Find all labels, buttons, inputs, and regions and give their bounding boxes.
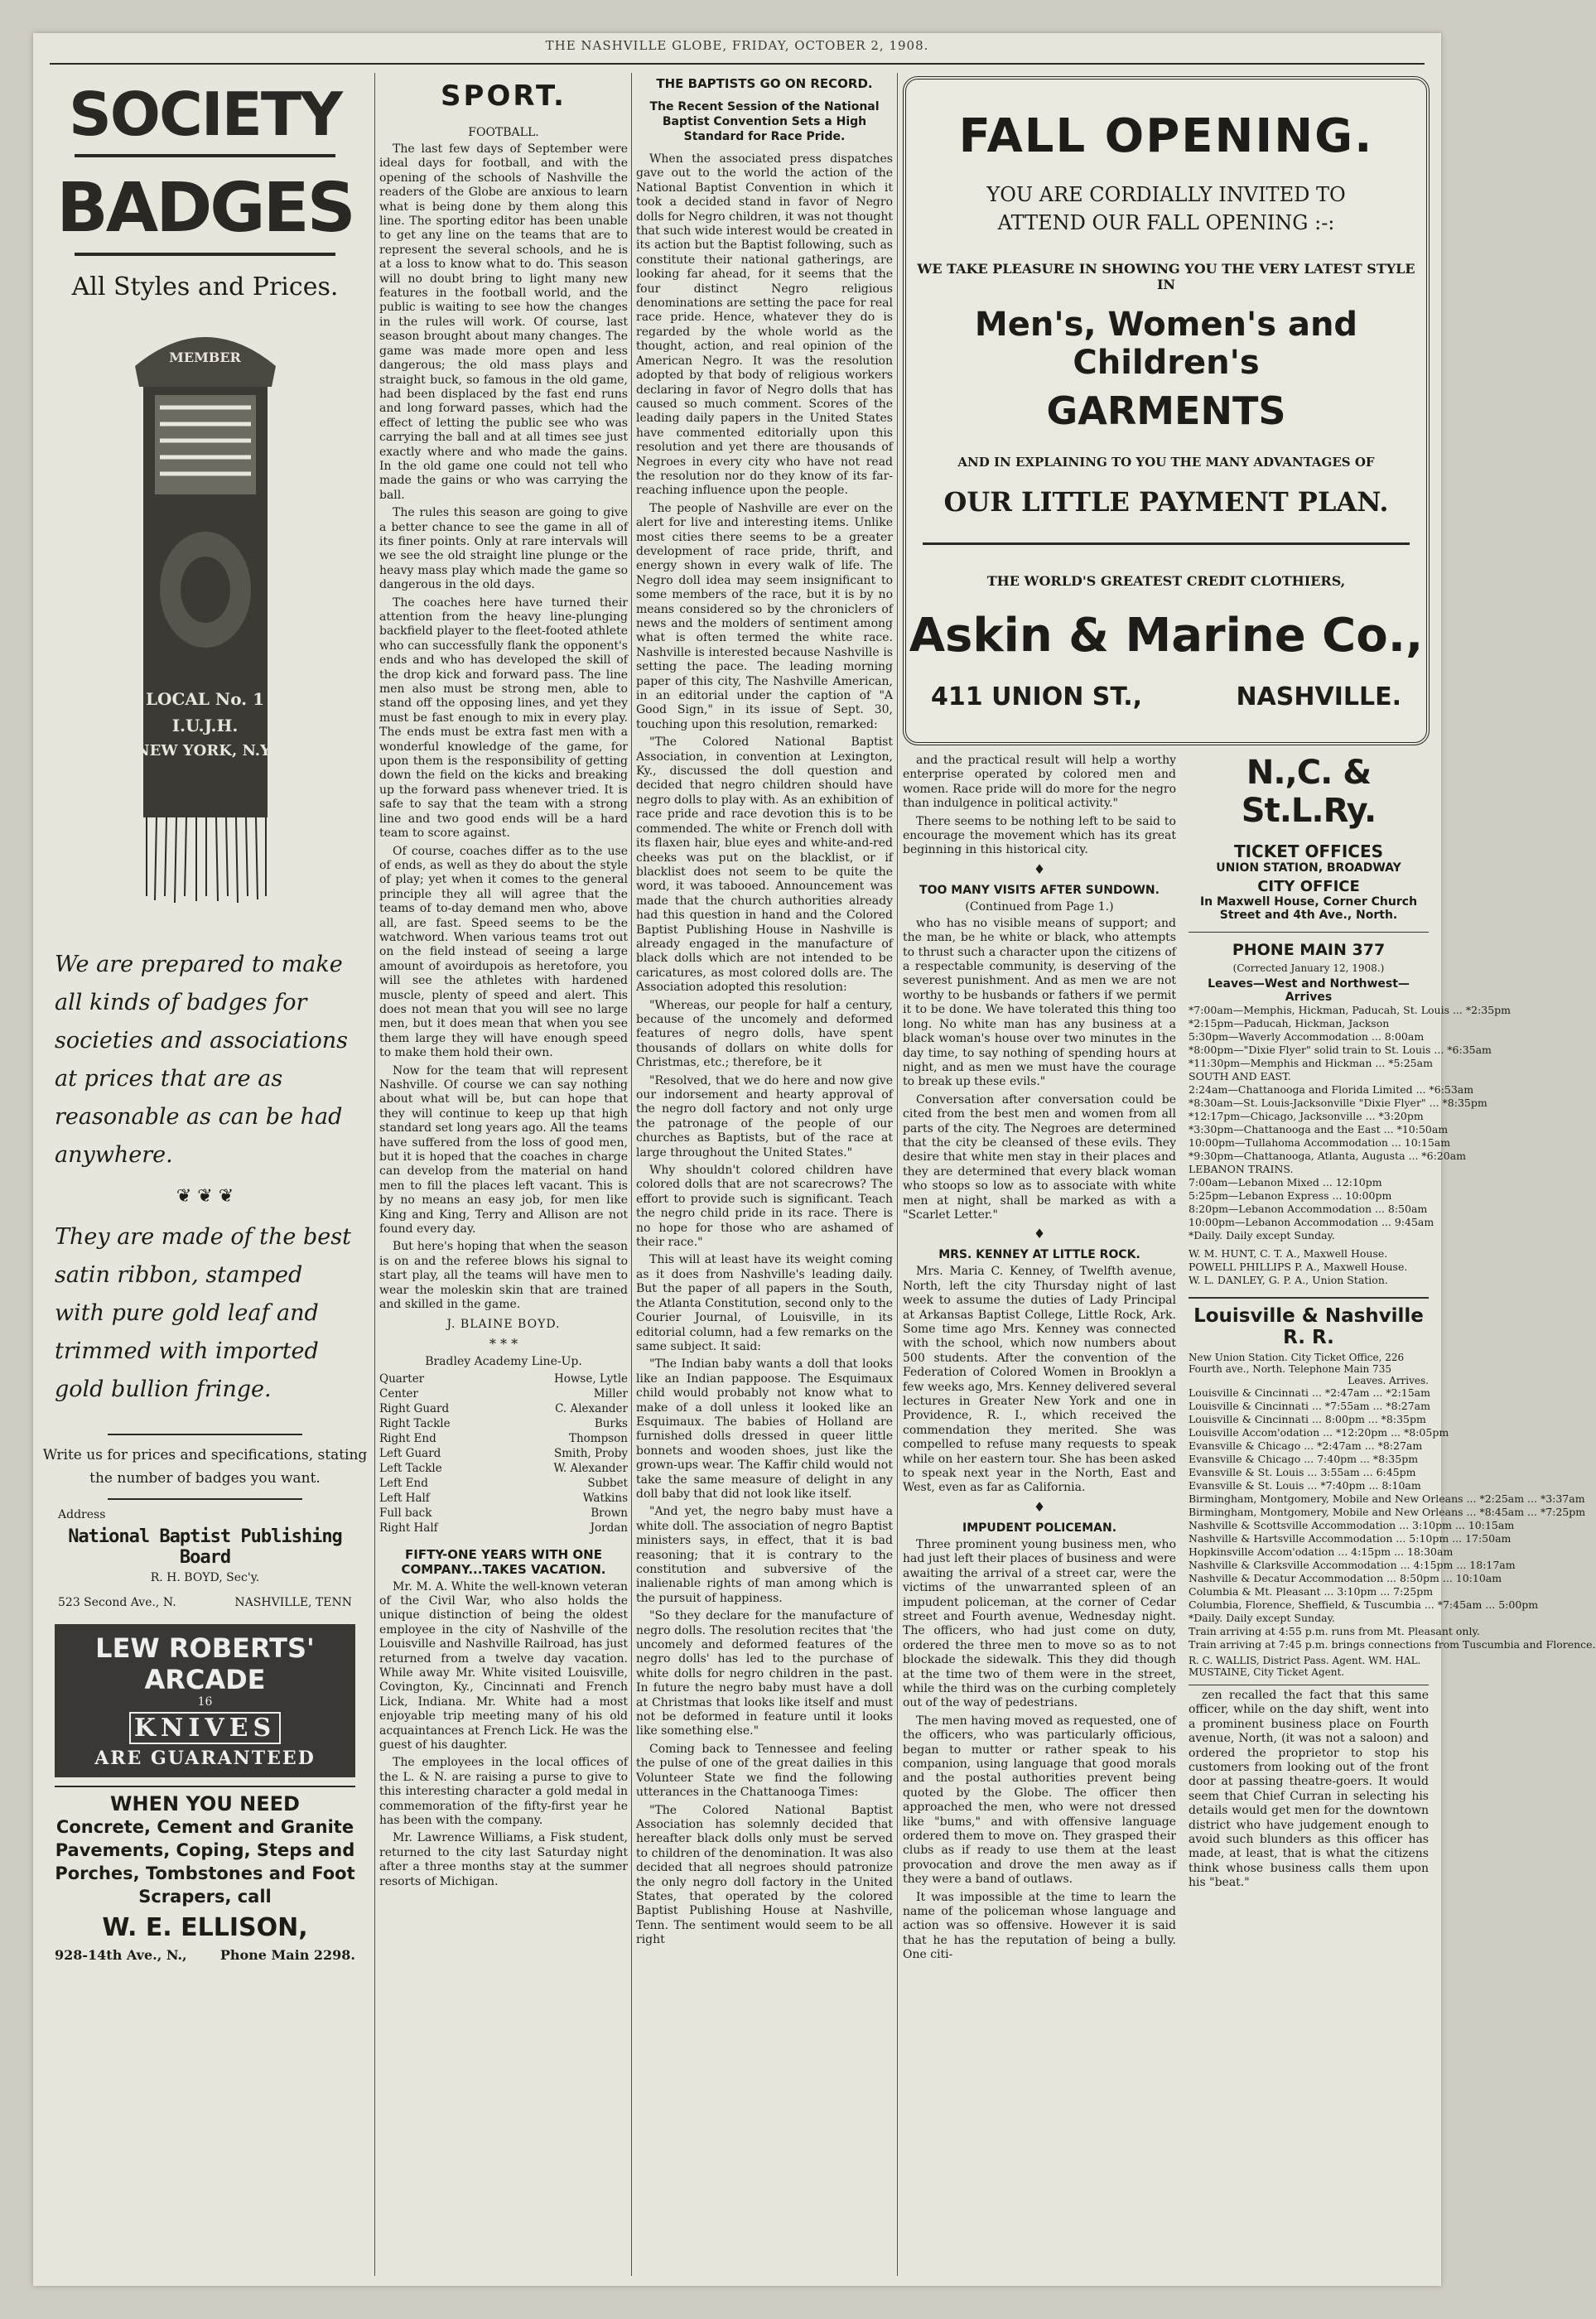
train-row: Nashville & Scottsville Accommodation ... 3:10pm ... 10:15am [1189,1519,1515,1531]
sport-paragraph: Now for the team that will represent Nashville. Of course we can say nothing about what will be, but can hope that they will continue to keep up that high standard set long years ago. All the teams have suffered from the loss of good men, but it is hoped that the coaches in charge can develop from the material on hand men to fill the places left vacant. This is by no means an easy job, for men like King and King, Terry and Allison are not found every day. [379,1063,628,1237]
company-address [41,1588,369,1618]
separator: ♦ [1033,1498,1046,1515]
lineup-row [379,1491,628,1506]
column-divider [897,73,898,2276]
lineup-player: Watkins [582,1491,628,1505]
train-row: *7:00am—Memphis, Hickman, Paducah, St. Louis ... *2:35pm [1189,1004,1512,1016]
lineup-row [379,1461,628,1476]
train-row: *Daily. Daily except Sunday. [1189,1612,1335,1624]
sport-byline: J. BLAINE BOYD. [446,1317,561,1331]
rule [75,253,335,256]
masthead: THE NASHVILLE GLOBE, FRIDAY, OCTOBER 2, 1908. [545,38,929,53]
train-row: Louisville & Cincinnati ... 8:00pm ... *8:35pm [1189,1413,1426,1425]
nc-agents [1189,1247,1429,1287]
train-row: Louisville & Cincinnati ... *7:55am ... *8:27am [1189,1400,1430,1412]
lineup-position: Left Guard [379,1446,441,1460]
maxwell-house: In Maxwell House, Corner Church Street and 4th Ave., North. [1199,895,1418,922]
ellison-address: 928-14th Ave., N., [55,1947,187,1963]
policeman-paragraph: The men having moved as requested, one of the officers, who was particularly officious, began to mutter or rather speak to his companion, using language that good morals and the postal authorities prevent being quoted by the Globe. The officer then approached the men, who were not dressed like "bums," and with offensive language ordered them to move on. They grasped their clubs as if ready to use them at the least provocation and drove the men away as if they were a band of outlaws. [903,1714,1176,1887]
column-divider [374,73,375,2276]
train-row: Columbia, Florence, Sheffield, & Tuscumbia ... *7:45am ... 5:00pm [1189,1598,1539,1611]
fall-line-4: Men's, Women's and Children's [974,306,1358,382]
knives-number: 16 [197,1695,213,1709]
fifty-one-years-title: FIFTY-ONE YEARS WITH ONE COMPANY...TAKES VACATION. [401,1546,606,1577]
baptists-paragraph: "Whereas, our people for half a century, because of the uncomely and deformed features of negro dolls, have spent thousands of dollars on white dolls for Christmas, etc.; therefore, be it [636,998,893,1070]
newspaper-page [33,33,1596,2286]
lineup-player: Howse, Lytle [553,1372,628,1386]
baptists-paragraph: Coming back to Tennessee and feeling the pulse of one of the great dailies in this Volunteer State we find the following utterances in the Chattanooga Times: [636,1742,893,1800]
city: NASHVILLE. [1236,682,1401,711]
lineup-player: W. Alexander [553,1461,628,1475]
lineup-row [379,1476,628,1491]
train-row: Louisville Accom'odation ... *12:20pm ... *8:05pm [1189,1426,1449,1439]
ellison-contact [55,1947,355,1963]
train-row: Columbia & Mt. Pleasant ... 3:10pm ... 7:25pm [1189,1585,1434,1598]
fall-line-2: ATTEND OUR FALL OPENING :-: [997,211,1335,234]
lineup-position: Quarter [379,1372,425,1386]
baptists-paragraph: "The Colored National Baptist Association has solemnly decided that hereafter black dolls only must be served to children of the denomination. It was also decided that all negroes should patronize the only negro doll factory in the United States, that operated by the colored Baptist Publishing House at Nashville, Tenn. The sentiment would seem to be all right [636,1803,893,1947]
separator: ♦ [1033,1226,1046,1242]
lineup-row [379,1506,628,1521]
railroad-column [1189,754,1596,2278]
ln-agents: R. C. WALLIS, District Pass. Agent. WM. HAL. MUSTAINE, City Ticket Agent. [1189,1655,1421,1678]
sport-paragraph: But here's hoping that when the season is on and the referee blows his signal to start play, all the teams will have men to wear the moleskin skin that are trained and skilled in the game. [379,1240,628,1312]
lineup-player: Smith, Proby [553,1446,628,1460]
lineup-position: Right Guard [379,1401,450,1415]
lineup-player: Jordan [590,1521,628,1535]
company-address [906,682,1426,711]
train-row: 5:25pm—Lebanon Express ... 10:00pm [1189,1189,1392,1202]
train-row: Birmingham, Montgomery, Mobile and New Orleans ... *8:45am ... *7:25pm [1189,1506,1586,1518]
visits-subtitle: (Continued from Page 1.) [965,899,1114,914]
society-badges-ad [41,73,369,2280]
train-row: Evansville & Chicago ... *2:47am ... *8:27am [1189,1439,1423,1452]
corrected-date: (Corrected January 12, 1908.) [1232,962,1385,974]
baptists-paragraph: Why shouldn't colored children have colored dolls that are not scarecrows? The effort to provide such is significant. Teach the negro child pride in its race. There is no hope for those who are ashamed of their race." [636,1164,893,1250]
baptists-paragraph: "The Indian baby wants a doll that looks like an Indian pappoose. The Esquimaux child would probably not know what to make of a doll unless it looked like an Esquimaux. The babies of Holland are furnished dolls dressed in queer little bonnets and wooden shoes, just like the grown-ups wear. The Kaffir child would not take the same measure of delight in any doll baby that did not look like itself. [636,1357,893,1501]
baptists-column [636,73,893,2280]
train-row: *3:30pm—Chattanooga and the East ... *10:50am [1189,1123,1449,1135]
top-rule [50,63,1425,65]
rule [108,1434,302,1435]
fall-line-6: AND IN EXPLAINING TO YOU THE MANY ADVANTAGES OF [957,455,1375,470]
ribbon-top-text: MEMBER [169,350,241,365]
continued-paragraph: There seems to be nothing left to be said to encourage the movement which has its great beginning in this historical city. [903,814,1176,857]
train-row: Train arriving at 4:55 p.m. runs from Mt. Pleasant only. [1189,1625,1480,1637]
train-row: *8:00pm—"Dixie Flyer" solid train to St. Louis ... *6:35am [1189,1044,1492,1056]
ad-title-badges: BADGES [56,169,354,248]
agent-line: POWELL PHILLIPS P. A., Maxwell House. [1189,1261,1408,1273]
lineup-row [379,1372,628,1386]
fall-title: FALL OPENING. [958,109,1374,163]
separator: ♦ [1033,861,1046,877]
column-divider [631,73,632,2276]
kenney-title: MRS. KENNEY AT LITTLE ROCK. [938,1248,1140,1262]
rail-title: N.,C. & St.L.Ry. [1241,754,1377,830]
ad-title-society: SOCIETY [68,80,342,149]
train-row: Evansville & St. Louis ... *7:40pm ... 8:10am [1189,1479,1421,1492]
lineup-position: Full back [379,1506,432,1520]
lineup-row [379,1521,628,1536]
lineup-position: Left End [379,1476,428,1490]
badge-ribbon-illustration [118,316,292,913]
lineup-table [379,1372,628,1536]
news-column-4 [903,754,1176,2278]
ellison-head: WHEN YOU NEED [110,1792,300,1815]
visits-paragraph: who has no visible means of support; and the man, be he white or black, who attempts to thrust such a character upon the citizens of a respectable community, is deserving of the severest punishment. And as men we are not worthy to be husbands or fathers if we permit it to be done. We have tolerated this thing too long. No white man has any business at a black woman's house over two minutes in the day time, to say nothing of spending hours at night, and as men we must have the courage to break up these evils." [903,916,1176,1089]
knives-ad [55,1624,355,1777]
ln-train-schedule [1189,1386,1596,1651]
sport-paragraph: Of course, coaches differ as to the use of ends, as well as they do about the style of play; yet when it comes to the general principle they all will agree that the teams of to-day demand men who, above all, are fast. Speed seems to be the watchword. When various teams trot out on the field instead of seeing a large amount of avoirdupois as heretofore, you will see the athletes with hardened muscle, plenty of speed and alert. This does not mean that you will see no large men, but it does mean that when you see them large they will have enough speed to make them hold their own. [379,844,628,1060]
baptists-title: THE BAPTISTS GO ON RECORD. [656,76,873,91]
ad-tagline: All Styles and Prices. [71,272,339,301]
baptists-paragraph: "And yet, the negro baby must have a white doll. The association of negro Baptist ministers says, in effect, that it is bad reasoning; that it is contrary to the constitution and subversive of the inalienable rights of man among which is the pursuit of happiness. [636,1505,893,1605]
train-row: *8:30am—St. Louis-Jacksonville "Dixie Flyer" ... *8:35pm [1189,1097,1488,1109]
leaves-arrives: Leaves—West and Northwest—Arrives [1208,977,1410,1004]
train-row: 5:30pm—Waverly Accommodation ... 8:00am [1189,1030,1425,1043]
train-row: SOUTH AND EAST. [1189,1070,1291,1082]
ellison-body: Concrete, Cement and Granite Pavements, Coping, Steps and Porches, Tombstones and Foot Scrapers, call [55,1817,355,1907]
policeman-title: IMPUDENT POLICEMAN. [962,1521,1117,1535]
train-row: *9:30pm—Chattanooga, Atlanta, Augusta ... *6:20am [1189,1150,1467,1162]
baptists-paragraph: This will at least have its weight coming as it does from Nashville's leading daily. But the paper of all papers in the South, the Atlanta Constitution, second only to the Courier Journal, of Louisville, in its editorial column, had a few remarks on the same subject. It said: [636,1253,893,1353]
lineup-player: C. Alexander [555,1401,628,1415]
ellison-phone: Phone Main 2298. [219,1947,355,1963]
lineup-player: Burks [594,1416,628,1430]
train-row: Evansville & Chicago ... 7:40pm ... *8:35pm [1189,1453,1419,1465]
train-row: Train arriving at 7:45 p.m. brings connections from Tuscumbia and Florence. [1189,1638,1596,1651]
baptists-paragraph: "Resolved, that we do here and now give our indorsement and hearty approval of the negro doll factory and not only urge the patronage of the people of our churches as Baptists, but of the race at large throughout the United States." [636,1073,893,1160]
continued-paragraph: and the practical result will help a worthy enterprise operated by colored men and women. Race pride will do more for the negro than indulgence in political activity." [903,754,1176,811]
ad-note: Write us for prices and specifications, stating the number of badges you want. [42,1447,368,1487]
train-row: Hopkinsville Accom'odation ... 4:15pm ... 18:30am [1189,1545,1454,1558]
fall-line-8: THE WORLD'S GREATEST CREDIT CLOTHIERS, [986,573,1346,589]
train-row: *Daily. Daily except Sunday. [1189,1229,1335,1241]
phone: PHONE MAIN 377 [1189,932,1429,959]
train-row: *12:17pm—Chicago, Jacksonville ... *3:20pm [1189,1110,1424,1122]
rule [108,1498,302,1500]
train-row: Birmingham, Montgomery, Mobile and New Orleans ... *2:25am ... *3:37am [1189,1492,1585,1505]
ln-columns: Leaves. Arrives. [1348,1375,1429,1386]
ln-title: Louisville & Nashville R. R. [1189,1297,1429,1348]
fifty-paragraph: The employees in the local offices of the L. & N. are raising a purse to give to this interesting character a gold medal in commemoration of the fifty-first year he has been with the company. [379,1756,628,1827]
lineup-player: Thompson [568,1431,628,1445]
fifty-paragraph: Mr. Lawrence Williams, a Fisk student, returned to the city last Saturday night after a three months stay at the summer resorts of Michigan. [379,1831,628,1888]
company-name: National Baptist Publishing Board [68,1526,342,1568]
baptists-paragraph: "The Colored National Baptist Association, in convention at Lexington, Ky., discussed the doll question and decided that negro children should have negro dolls to play with. As an exhibition of race pride and race devotion this is to be commended. The white or French doll with its flaxen hair, blue eyes and white-and-red cheeks was put on the blacklist, or if blacklist does not seem to be quite the word, it was tabooed. Announcement was made that the church authorities already had this question in hand and the Colored Baptist Publishing House in Nashville is already engaged in the manufacture of black dolls which are not intended to be caricatures, as most colored dolls are. The Association adopted this resolution: [636,735,893,995]
lineup-row [379,1401,628,1416]
ellison-ad [55,1786,355,1963]
lineup-player: Subbet [587,1476,628,1490]
lineup-position: Center [379,1386,418,1401]
ribbon-line-3: NEW YORK, N.Y. [136,742,274,759]
train-row: Evansville & St. Louis ... 3:55am ... 6:45pm [1189,1466,1416,1478]
kenney-paragraph: Mrs. Maria C. Kenney, of Twelfth avenue, North, left the city Thursday night of last week to assume the duties of Lady Principal at Arkansas Baptist College, Little Rock, Ark. Some time ago Mrs. Kenney was connected with the school, which now numbers about 500 students. After the convention of the Federation of Colored Women in Brooklyn a few weeks ago, Mrs. Kenney delivered several lectures in Greater New York and one in Providence, R. I., which received the commendation they merited. She was compelled to refuse many requests to speak while on her eastern tour. She has been asked to speak next year in the North, East and West, even as far as California. [903,1265,1176,1495]
train-row: 8:20pm—Lebanon Accommodation ... 8:50am [1189,1203,1428,1215]
union-station: UNION STATION, BROADWAY [1216,861,1401,875]
fall-line-3: WE TAKE PLEASURE IN SHOWING YOU THE VERY LATEST STYLE IN [917,261,1415,292]
policeman-continued: zen recalled the fact that this same officer, while on the day shift, went into a prominent business place on Fourth avenue, North, (it was not a saloon) and ordered the proprietor to stop his customers from looking out of the front door at passing theatre-goers. It would seem that Chief Curran in selecting his details would get men for the downtown district who have judgement enough to avoid such blunders as this officer has made, at least, that is what the citizens think whose business calls them upon his "beat." [1189,1689,1429,1890]
visits-title: TOO MANY VISITS AFTER SUNDOWN. [919,883,1160,897]
ribbon-line-2: I.U.J.H. [171,716,239,735]
lineup-player: Miller [593,1386,628,1401]
train-row: LEBANON TRAINS. [1189,1163,1294,1175]
train-row: Nashville & Clarksville Accommodation ... 4:15pm ... 18:17am [1189,1559,1516,1571]
lineup-row [379,1446,628,1461]
lineup-position: Left Tackle [379,1461,442,1475]
sport-column [379,73,628,2280]
secretary: R. H. BOYD, Sec'y. [150,1571,260,1584]
knives-word: KNIVES [129,1712,281,1744]
fall-opening-ad [903,76,1430,745]
address-label: Address [58,1508,106,1521]
baptists-subtitle: The Recent Session of the National Baptist Convention Sets a High Standard for Race Pride. [649,100,880,143]
separator-stars: * * * [489,1335,518,1352]
lineup-row [379,1386,628,1401]
knives-sub: ARE GUARANTEED [94,1748,316,1769]
train-row: 2:24am—Chattanooga and Florida Limited ... *6:53am [1189,1083,1474,1096]
agent-line: W. M. HUNT, C. T. A., Maxwell House. [1189,1247,1388,1260]
ln-header: New Union Station. City Ticket Office, 226 Fourth ave., North. Telephone Main 735 [1189,1352,1405,1375]
sport-paragraph: The last few days of September were ideal days for football, and with the opening of the schools of Nashville the readers of the Globe are anxious to learn what is being done by them along this line. The sporting editor has been unable to get any line on the teams that are to represent the several schools, and he is at a loss to know what to do. This season will no doubt bring to light many new features in the football world, and the public is waiting to see how the changes in the rules will work. Of course, last season brought about many changes. The game was made more open and less dangerous; the old mass plays and straight buck, so famous in the old game, had been displaced by the fast end runs and long forward passes, which had the effect of letting the public see who was carrying the ball and at all times see just exactly where and who made the gains. In the old game one could not tell who made the gains or who was carrying the ball. [379,142,628,502]
street: 411 UNION ST., [931,682,1143,711]
ellison-name: W. E. ELLISON, [102,1913,308,1942]
lineup-row [379,1431,628,1446]
lineup-position: Right Tackle [379,1416,451,1430]
train-row: Louisville & Cincinnati ... *2:47am ... *2:15am [1189,1386,1430,1399]
train-row: Nashville & Decatur Accommodation ... 8:50pm ... 10:10am [1189,1572,1502,1584]
knives-name: LEW ROBERTS' ARCADE [95,1632,315,1695]
lineup-position: Right End [379,1431,436,1445]
baptists-paragraph: The people of Nashville are ever on the alert for live and interesting items. Unlike most cities there seems to be a greater development of race pride, thrift, and energy shown in every walk of life. The Negro doll idea may seem insignificant to some members of the race, but it is by no means considered so by the chroniclers of news and the molders of sentiment among what is often termed the white race. Nashville is interested because Nashville is setting the pace. The leading morning paper of this city, The Nashville American, in an editorial under the caption of "A Good Sign," in its issue of Sept. 30, touching upon this resolution, remarked: [636,501,893,731]
fall-line-7: OUR LITTLE PAYMENT PLAN. [943,486,1389,518]
train-row: 7:00am—Lebanon Mixed ... 12:10pm [1189,1176,1382,1188]
fall-line-1: YOU ARE CORDIALLY INVITED TO [986,183,1346,206]
policeman-paragraph: Three prominent young business men, who had just left their places of business and were awaiting the arrival of a street car, were the victims of the unwarranted spleen of an impudent policeman, at the corner of Cedar street and Fourth avenue, Wednesday night. The officers, who had just come on duty, ordered the three men to move so as to not blockade the sidewalk. This they did though at the time two of them were in the street, while the third was on the curbing completely out of the way of pedestrians. [903,1537,1176,1710]
city: NASHVILLE, TENN [234,1596,352,1609]
lineup-position: Right Half [379,1521,438,1535]
baptists-paragraph: When the associated press dispatches gave out to the world the action of the National Baptist Convention in which it took a decided stand in favor of Negro dolls for Negro children, it was not thought that such wide interest would be created in its action but the Baptist following, such as constitute their national gatherings, are looking far ahead, for it seems that the four distinct Negro religious denominations are setting the pace for real race pride. Hence, whatever they do is regarded by the whole world as the thought, action, and real opinion of the American Negro. It was the resolution adopted by that body of religious workers declaring in favor of Negro dolls that has caused so much comment. Scores of the leading daily papers in the United States have commented editorially upon this resolution and yet there are thousands of Negroes in every city who have not read the resolution nor do they know of its far-reaching influence upon the people. [636,152,893,498]
ribbon-icon [118,316,292,913]
fall-line-5: GARMENTS [1046,388,1286,433]
lineup-row [379,1416,628,1431]
visits-paragraph: Conversation after conversation could be cited from the best men and women from all parts of the city. The Negroes are determined that the city be cleansed of these evils. They desire that white men stay in their places and they are determined that every black woman who stoops so low as to associate with white men at night, shall be marked as with a "Scarlet Letter." [903,1092,1176,1222]
nc-train-schedule [1189,1004,1512,1242]
city-office: CITY OFFICE [1257,878,1360,895]
ad-copy-1: We are prepared to make all kinds of badges for societies and associations at prices that are as reasonable as can be had anywhere. [55,952,349,1168]
street: 523 Second Ave., N. [58,1596,176,1609]
ticket-offices: TICKET OFFICES [1233,841,1384,861]
train-row: 10:00pm—Lebanon Accommodation ... 9:45am [1189,1216,1434,1228]
train-row: 10:00pm—Tullahoma Accommodation ... 10:15am [1189,1136,1451,1149]
ad-copy-2: They are made of the best satin ribbon, stamped with pure gold leaf and trimmed with imported gold bullion fringe. [55,1224,351,1402]
baptists-paragraph: "So they declare for the manufacture of negro dolls. The resolution recites that 'the uncomely and deformed features of the negro dolls' has led to the purchase of white dolls for negro children in the past. In future the negro baby must have a doll at Christmas that looks like itself and must not be deformed in feature until it looks like something else." [636,1609,893,1738]
lineup-player: Brown [591,1506,628,1520]
agent-line: W. L. DANLEY, G. P. A., Union Station. [1189,1274,1388,1286]
lineup-position: Left Half [379,1491,430,1505]
fifty-paragraph: Mr. M. A. White the well-known veteran of the Civil War, who also holds the unique distinction of being the oldest employee in the city of Nashville of the Louisville and Nashville Railroad, has just returned from a twelve day vacation. While away Mr. White visited Louisville, Covington, Ky., Cincinnati and French Lick, Indiana. Mr. White had a most enjoyable trip meeting many of his old acquaintances at French Lick. He was the guest of his daughter. [379,1579,628,1752]
ribbon-line-1: LOCAL No. 1 [145,689,265,709]
lineup-title: Bradley Academy Line-Up. [425,1354,582,1368]
train-row: *2:15pm—Paducah, Hickman, Jackson [1189,1017,1390,1029]
sport-paragraph: The rules this season are going to give a better chance to see the game in all of its finer points. Only at rare intervals will we see the old straight line plunge or the heavy mass play which made the game so dangerous in the old days. [379,506,628,592]
sport-paragraph: The coaches here have turned their attention from the heavy line-plunging backfield player to the fleet-footed athlete who can successfully flank the opponent's ends and who has developed the skill of the drop kick and forward pass. The line men also must be strong men, able to stand off the opposing lines, and yet they must be fast enough to mix in every play. The ends must be extra fast men with a wonderful knowledge of the game, for upon them is the responsibility of getting down the field on the kicks and breaking up the forward pass whenever tried. It is safe to say that the team with a strong line and two good ends will be a hard team to score against. [379,595,628,841]
sport-subtitle: FOOTBALL. [468,126,539,139]
policeman-paragraph: It was impossible at the time to learn the name of the policeman whose language and action was so offensive. However it is said that he has the reputation of being a bully. One citi- [903,1890,1176,1962]
rule [75,154,335,157]
rule [923,542,1410,545]
company-name: Askin & Marine Co., [909,609,1424,663]
ornament-icon: ❦ ❦ ❦ [176,1186,234,1207]
sport-title: SPORT. [441,80,567,113]
train-row: Nashville & Hartsville Accommodation ... 5:10pm ... 17:50am [1189,1532,1512,1545]
train-row: *11:30pm—Memphis and Hickman ... *5:25am [1189,1057,1433,1069]
